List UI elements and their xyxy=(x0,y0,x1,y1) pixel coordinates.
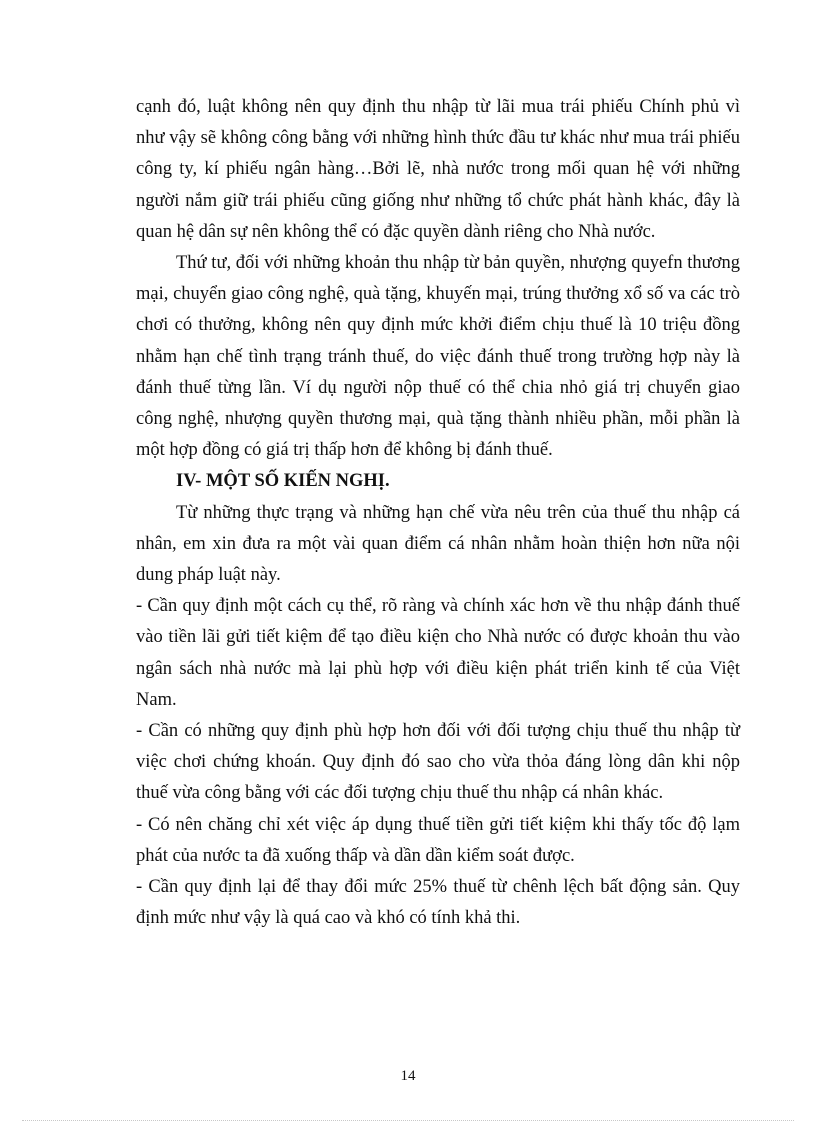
body-paragraph: Thứ tư, đối với những khoản thu nhập từ bản quyền, nhượng quyefn thương mại, chuyển giao công nghệ, quà tặng, khuyến mại, trúng thưởng xổ số va các trò chơi có thưởng, không nên quy định mức khởi điểm chịu thuế là 10 triệu đồng nhằm hạn chế tình trạng tránh thuế, do việc đánh thuế trong trường hợp này là đánh thuế từng lần. Ví dụ người nộp thuế có thể chia nhỏ giá trị chuyển giao công nghệ, nhượng quyền thương mại, quà tặng thành nhiều phần, mỗi phần là một hợp đồng có giá trị thấp hơn để không bị đánh thuế. xyxy=(136,253,740,461)
page-number: 14 xyxy=(400,1068,416,1084)
recommendation-item: - Có nên chăng chỉ xét việc áp dụng thuế tiền gửi tiết kiệm khi thấy tốc độ lạm phát của nước ta đã xuống thấp và dần dần kiểm soát được. xyxy=(136,814,740,866)
section-heading: IV- MỘT SỐ KIẾN NGHỊ. xyxy=(176,471,390,492)
intro-paragraph: Từ những thực trạng và những hạn chế vừa nêu trên của thuế thu nhập cá nhân, em xin đưa ra một vài quan điểm cá nhân nhằm hoàn thiện hơn nữa nội dung pháp luật này. xyxy=(136,502,740,586)
recommendation-item: - Cần quy định lại để thay đổi mức 25% thuế từ chênh lệch bất động sản. Quy định mức như vậy là quá cao và khó có tính khả thi. xyxy=(136,877,740,929)
recommendation-item: - Cần quy định một cách cụ thể, rõ ràng và chính xác hơn về thu nhập đánh thuế vào tiền lãi gửi tiết kiệm để tạo điều kiện cho Nhà nước có được khoản thu vào ngân sách nhà nước mà lại phù hợp với điều kiện phát triển kinh tế của Việt Nam. xyxy=(136,596,740,710)
recommendation-item: - Cần có những quy định phù hợp hơn đối với đối tượng chịu thuế thu nhập từ việc chơi chứng khoán. Quy định đó sao cho vừa thỏa đáng lòng dân khi nộp thuế vừa công bằng với các đối tượng chịu thuế thu nhập cá nhân khác. xyxy=(136,721,740,804)
body-paragraph: cạnh đó, luật không nên quy định thu nhập từ lãi mua trái phiếu Chính phủ vì như vậy sẽ không công bằng với những hình thức đầu tư khác như mua trái phiếu công ty, kí phiếu ngân hàng…Bởi lẽ, nhà nước trong mối quan hệ với những người nắm giữ trái phiếu cũng giống như những tổ chức phát hành khác, đây là quan hệ dân sự nên không thể có đặc quyền dành riêng cho Nhà nước. xyxy=(136,97,740,242)
page-bottom-divider xyxy=(22,1120,794,1121)
page-body xyxy=(136,92,740,934)
